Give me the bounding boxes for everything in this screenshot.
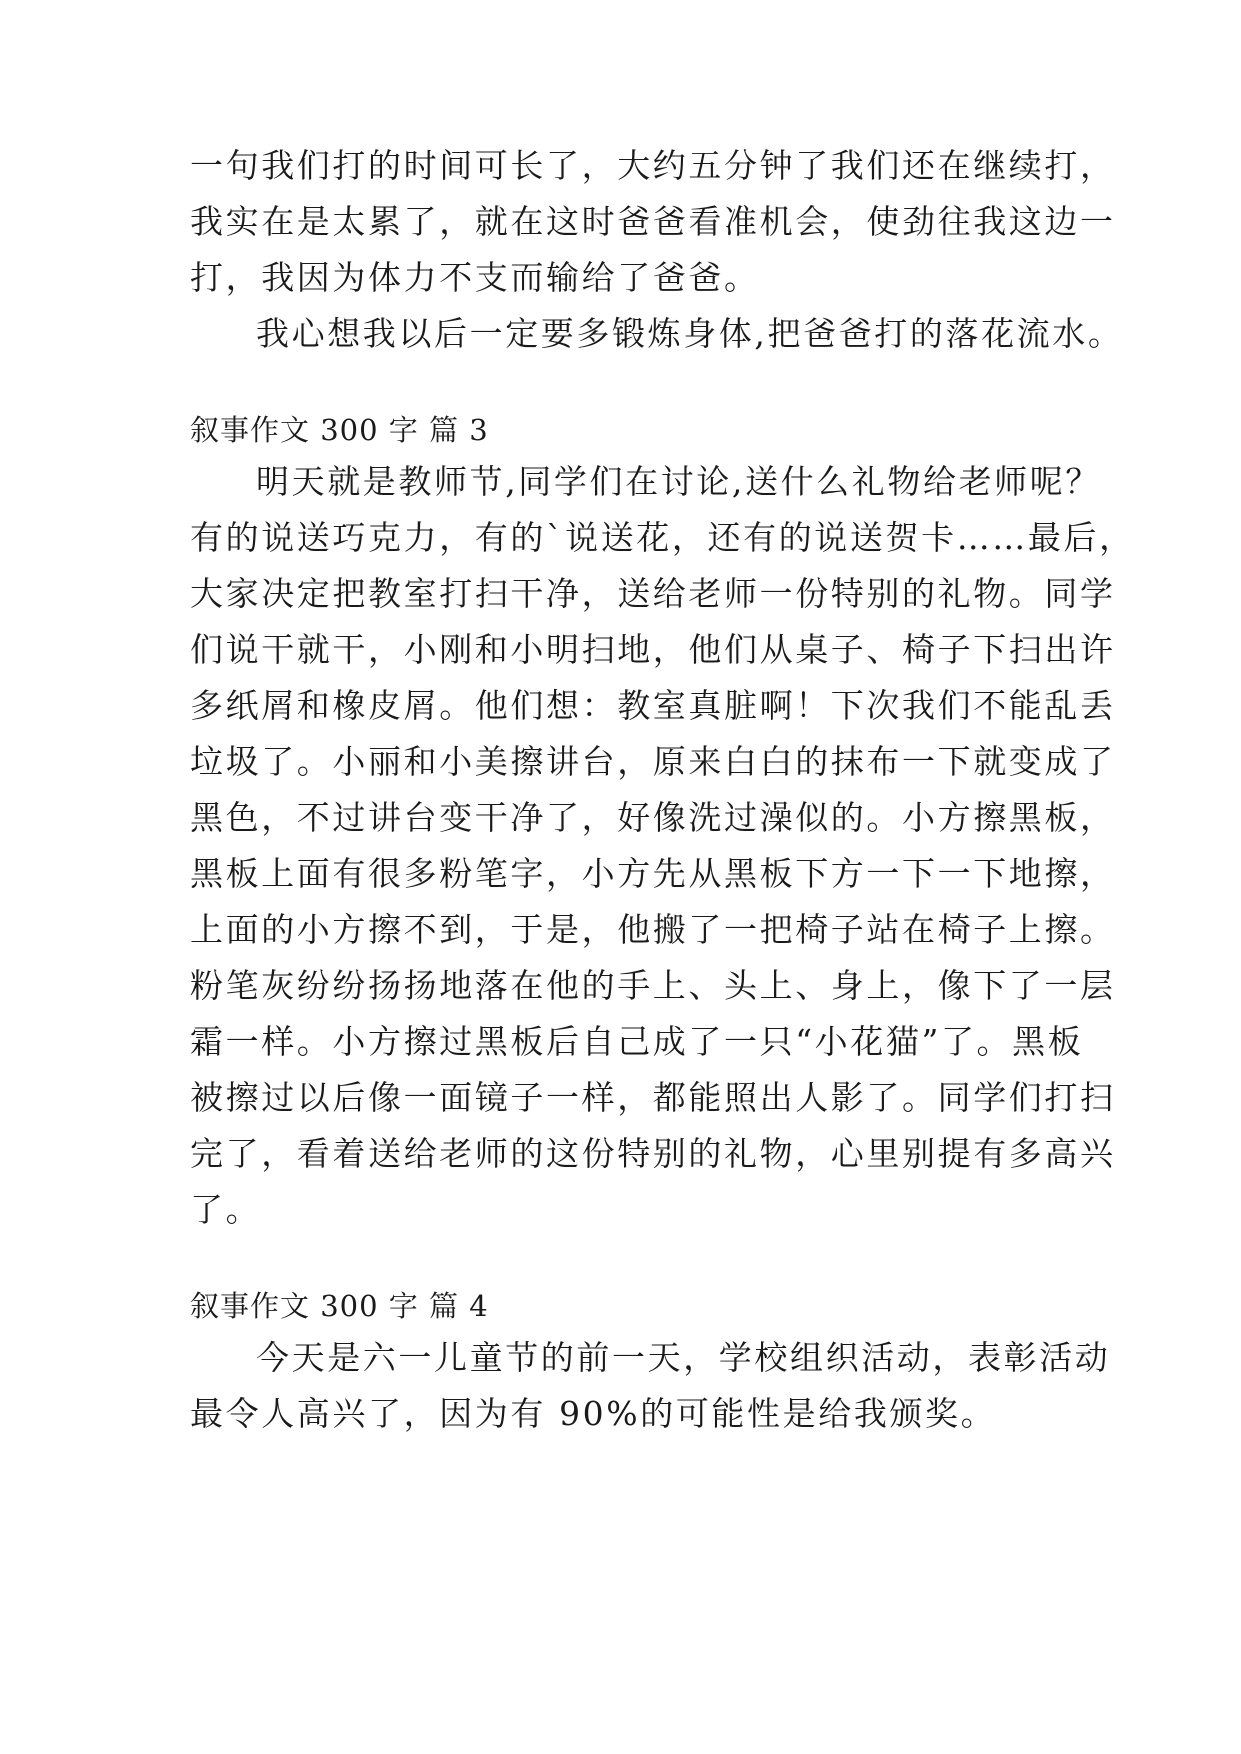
paragraph-line: 我心想我以后一定要多锻炼身体,把爸爸打的落花流水。 [256, 314, 1124, 353]
essay-4-heading: 叙事作文 300 字 篇 4 [190, 1289, 489, 1323]
paragraph-line: 黑色，不过讲台变干净了，好像洗过澡似的。小方擦黑板， [190, 798, 1116, 837]
paragraph-line: 一句我们打的时间可长了，大约五分钟了我们还在继续打， [190, 146, 1116, 185]
paragraph-line: 垃圾了。小丽和小美擦讲台，原来白白的抹布一下就变成了 [190, 742, 1116, 781]
paragraph-line: 多纸屑和橡皮屑。他们想：教室真脏啊！下次我们不能乱丢 [190, 686, 1116, 725]
paragraph-line: 们说干就干，小刚和小明扫地，他们从桌子、椅子下扫出许 [190, 630, 1116, 669]
paragraph-line: 明天就是教师节,同学们在讨论,送什么礼物给老师呢？ [256, 462, 1101, 501]
paragraph-line: 霜一样。小方擦过黑板后自己成了一只“小花猫”了。黑板 [190, 1022, 1084, 1061]
paragraph-line: 我实在是太累了，就在这时爸爸看准机会，使劲往我这边一 [190, 202, 1116, 241]
paragraph-line: 了。 [190, 1190, 262, 1229]
paragraph-line: 黑板上面有很多粉笔字，小方先从黑板下方一下一下地擦， [190, 854, 1116, 893]
paragraph-line: 粉笔灰纷纷扬扬地落在他的手上、头上、身上，像下了一层 [190, 966, 1116, 1005]
paragraph-line: 打，我因为体力不支而输给了爸爸。 [190, 258, 760, 297]
paragraph-line: 大家决定把教室打扫干净，送给老师一份特别的礼物。同学 [190, 574, 1116, 613]
paragraph-line: 完了，看着送给老师的这份特别的礼物，心里别提有多高兴 [190, 1134, 1116, 1173]
paragraph-line: 最令人高兴了，因为有 90%的可能性是给我颁奖。 [190, 1394, 997, 1433]
paragraph-line: 今天是六一儿童节的前一天，学校组织活动，表彰活动 [256, 1338, 1111, 1377]
paragraph-line: 有的说送巧克力，有的`说送花，还有的说送贺卡……最后， [190, 518, 1135, 557]
paragraph-line: 被擦过以后像一面镜子一样，都能照出人影了。同学们打扫 [190, 1078, 1116, 1117]
essay-3-heading: 叙事作文 300 字 篇 3 [190, 413, 489, 447]
paragraph-line: 上面的小方擦不到，于是，他搬了一把椅子站在椅子上擦。 [190, 910, 1116, 949]
